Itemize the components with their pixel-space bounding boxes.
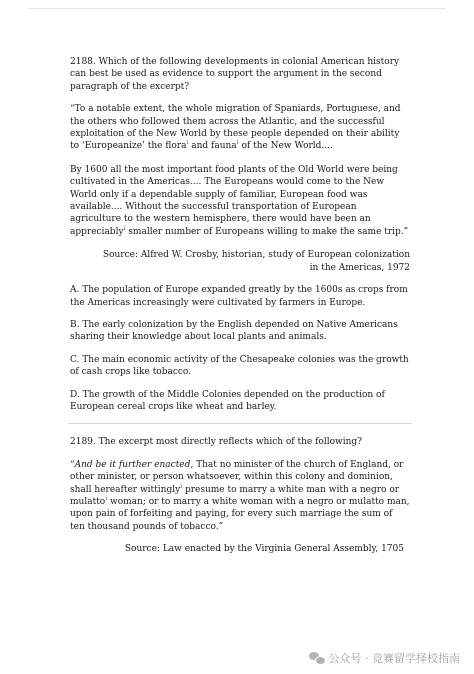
watermark-text: 公众号 · 竞赛留学择校指南 [328,652,460,665]
excerpt-virginia-law [70,459,410,533]
excerpt-crosby [70,103,410,238]
footnote-marker[interactable]: i [105,494,108,502]
top-border-line [28,8,446,9]
footnote-marker[interactable]: i [186,139,189,147]
excerpt-text: and fauna [188,141,237,152]
excerpt-paragraph-2 [70,164,410,238]
question-2188-stem: 2188. Which of the following developments in colonial American history can best be used as evidence to support the argument in the second paragraph of the excerpt? [70,57,400,92]
excerpt-italic-text: And be it further enacted, [74,459,194,470]
source-line: in the Americas, 1972 [309,262,410,273]
watermark [309,650,461,666]
footnote-marker[interactable]: i [123,224,126,232]
wechat-icon [309,652,325,664]
quote-mark: “ [70,459,75,470]
choice-a[interactable]: A. The population of Europe expanded greatly by the 1600s as crops from the Americas increasingly were cultivated by farmers in Europe. [70,285,408,308]
choice-d[interactable]: D. The growth of the Middle Colonies depended on the production of European cereal crops like wheat and barley. [70,389,385,412]
source-citation-crosby [70,249,410,274]
footnote-marker[interactable]: i [236,139,239,147]
choice-b[interactable]: B. The early colonization by the English depended on Native Americans sharing their knowledge about local plants and animals. [70,319,398,343]
excerpt-text: woman; or to marry a white woman with a negro or mulatto man, upon pain of forfeiting and paying, for every such marriage the sum of ten thousand pounds of tobacco.” [70,496,410,532]
excerpt-text: “To a notable extent, the whole migration of Spaniards, Portuguese, and the others who followed them across the Atlantic, and the successful exploitation of the New World by these people depended on their ability to ‘Europeanize’ the flora [70,104,401,152]
question-2189-stem: 2189. The excerpt most directly reflects which of the following? [70,437,362,448]
source-citation-virginia: Source: Law enacted by the Virginia General Assembly, 1705 [124,544,404,555]
excerpt-text: smaller number of Europeans willing to make the same trip.” [125,226,409,237]
excerpt-text: That no minister of the church of England, or other minister, or person whatsoever, within this colony and dominion, shall hereafter wittingly [70,459,404,495]
section-divider [68,423,412,424]
excerpt-paragraph-1 [70,103,410,153]
excerpt-text: By 1600 all the most important food plants of the Old World were being cultivated in the Americas.... The Europeans would come to the New World only if a dependable supply of familiar, European food was available.... Without the successful transportation of European agriculture to the western hemisphere, there would have been an appreciably [70,164,398,237]
footnote-marker[interactable]: i [180,482,183,490]
choice-c[interactable]: C. The main economic activity of the Chesapeake colonies was the growth of cash crops like tobacco. [70,354,409,378]
excerpt-text: of the New World.... [238,141,333,152]
excerpt-text: presume to marry a white man with a negro or mulatto [70,484,400,507]
source-line: Source: Alfred W. Crosby, historian, study of European colonization [102,250,410,261]
